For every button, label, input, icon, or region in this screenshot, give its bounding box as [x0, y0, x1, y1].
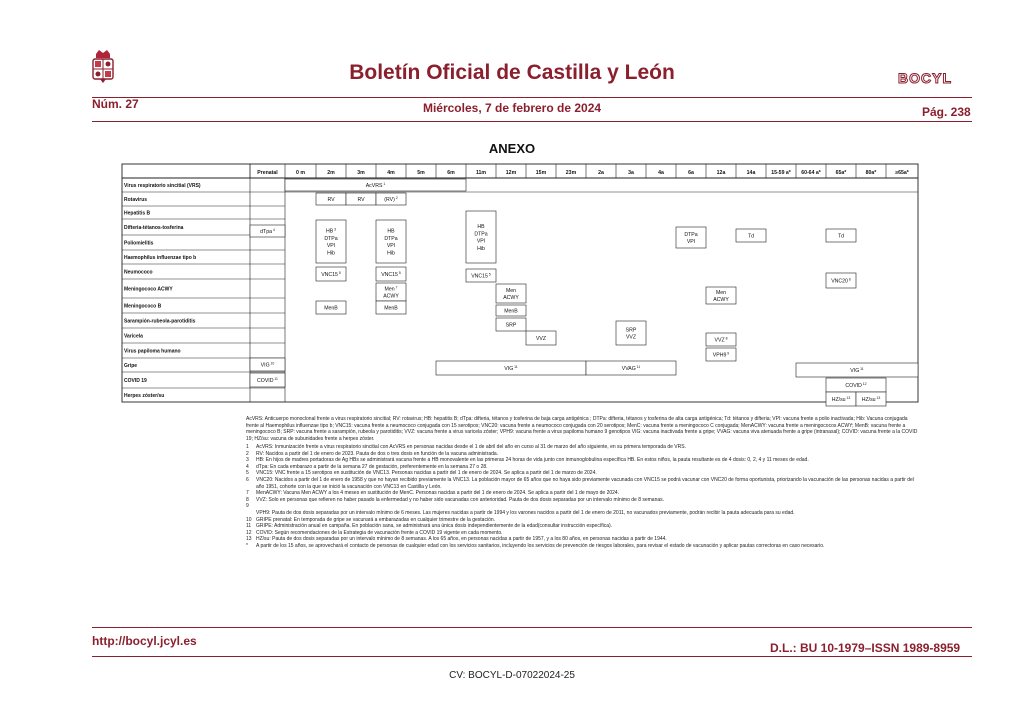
- footnote-item: [246, 503, 918, 510]
- table-notes: [246, 416, 918, 549]
- footnote-text: HZ/su: Pauta de dos dosis separadas por un intervalo mínimo de 8 semanas. A los 65 años, en personas nacidas a partir de 1957, y a los 80 años, en personas nacidas a partir de 1944.: [256, 536, 667, 543]
- footnote-ref: 5: [397, 271, 401, 275]
- vaccine-label: COVID $^{11}$: [257, 377, 278, 384]
- footnote-ref: 11: [513, 365, 518, 369]
- footnote-number: 12: [246, 529, 252, 536]
- footnote-number: 8: [246, 496, 249, 503]
- column-header: 4m: [387, 170, 395, 176]
- vaccine-label: RV: [327, 197, 335, 203]
- row-header: Neumococo: [124, 269, 153, 276]
- vaccine-label: ACWY: [713, 297, 729, 304]
- vaccine-label: VVZ: [535, 336, 547, 342]
- vaccine-label: HZ/su $^{13}$: [831, 396, 851, 403]
- bocyl-logo: BOCYL: [898, 70, 952, 86]
- footnote-number: 1: [246, 443, 249, 450]
- footnote-number: 7: [246, 490, 249, 497]
- vaccine-label: ACWY: [383, 293, 399, 300]
- footnote-number: 5: [246, 470, 249, 477]
- row-header: Sarampión-rubeola-parotiditis: [124, 318, 196, 325]
- footnote-item: [246, 517, 918, 524]
- footnote-item: [246, 477, 918, 490]
- footnote-number: 13: [246, 536, 252, 543]
- annex-title: ANEXO: [488, 141, 536, 156]
- column-header: 6a: [688, 170, 694, 176]
- footnote-item: [246, 543, 918, 550]
- column-header: 23m: [565, 170, 577, 176]
- abbreviations-text: AcVRS: Anticuerpo monoclonal frente a virus respiratorio sincitial; RV: rotavirus; HB: hepatitis B; dTpa: difteria, tétanos y tosferina de baja carga antigénica ; DTPa: difteria, tétanos y tosferina de alta carga antigénica; Td: tétanos y difteria; VPI: vacuna frente a polio inactivada; Hib: Vacuna conjugada frente al Haemophilus influenzae tipo b; VNC15: vacuna frente a neumococo conjugada con 15 serotipos; VNC20: vacuna frente a neumococo conjugada con 20 serotipos; MenC: vacuna frente a meningococo C conjugada; MenACWY: vacuna frente a meningococos ACWY; MenB: vacuna frente a meningococo B; SRP: vacuna frente a sarampión, rubeola y parotiditis; VVZ: vacuna frente a virus varicela zóster; VPH9: vacuna frente a virus papiloma humano 9 genotipos VIG: vacuna inactivada frente a gripe; VVAG: vacuna viva atenuada frente a gripe (intranasal); COVID: vacuna frente a la COVID 19; HZ/su: vacuna de subunidades frente a herpes zóster.: [246, 416, 918, 442]
- column-header: 11m: [475, 170, 487, 176]
- footnote-number: 10: [246, 516, 252, 523]
- vaccine-label: VNC20 $^6$: [831, 277, 851, 285]
- footnote-ref: 8: [724, 336, 728, 341]
- row-header: COVID 19: [124, 378, 147, 384]
- footnote-ref: 6: [847, 277, 851, 282]
- vaccine-label: VPH9 $^9$: [712, 351, 730, 359]
- vaccine-label: DTPa: [684, 231, 698, 238]
- row-header: Meningococo B: [124, 303, 162, 310]
- footnote-item: [246, 457, 918, 464]
- footnote-number: 2: [246, 450, 249, 457]
- vaccine-label: HB: [387, 228, 395, 235]
- vaccine-label: COVID $^{12}$: [845, 382, 867, 389]
- page-number: Pág. 238: [922, 105, 971, 119]
- vaccine-label: RV: [357, 197, 365, 203]
- legal-deposit-issn: D.L.: BU 10-1979–ISSN 1989-8959: [770, 641, 961, 655]
- vaccine-label: DTPa: [474, 231, 488, 238]
- footnote-ref: 3: [333, 227, 337, 232]
- footnote-text: VPH9: Pauta de dos dosis separadas por un intervalo mínimo de 6 meses. Las mujeres nacidas a partir de 1994 y los varones nacidos a partir del 1 de enero de 2011, no vacunados previamente, podrán recibir la pauta adecuada para su edad.: [256, 509, 795, 516]
- row-header: Poliomielitis: [124, 240, 154, 247]
- column-header: 12a: [716, 170, 726, 176]
- vaccine-label: Hib: [477, 245, 485, 252]
- vaccine-label: dTpa $^4$: [260, 228, 275, 235]
- footnote-number: 4: [246, 463, 249, 470]
- issue-number: Núm. 27: [92, 97, 139, 111]
- footnote-text: GRIPE: Administración anual en campaña. En población sana, se administrará una única dosis independientemente de la edad(consultar instrucción específica).: [256, 523, 613, 530]
- vaccine-label: HB $^3$: [325, 227, 337, 235]
- publication-title: Boletín Oficial de Castilla y León: [349, 61, 675, 84]
- row-header: Rotavirus: [124, 197, 148, 203]
- vaccine-label: VPI: [386, 243, 396, 250]
- vaccine-label: VVZ: [625, 334, 637, 341]
- vaccine-label: VNC15 $^5$: [471, 272, 491, 280]
- vaccine-label: VVAG $^{11}$: [621, 365, 641, 372]
- vaccine-label: DTPa: [384, 235, 398, 242]
- vaccine-label: DTPa: [324, 235, 338, 242]
- footer-underline: [92, 656, 972, 657]
- vaccine-label: MenB: [504, 308, 518, 315]
- row-header: Haemophilus influenzae tipo b: [124, 255, 197, 261]
- row-header: Hepatitis B: [124, 210, 151, 217]
- vaccine-label: VIG $^{11}$: [850, 367, 864, 374]
- vaccine-label: VPI: [476, 238, 486, 245]
- footnote-ref: 5: [487, 272, 491, 277]
- footnote-number: [246, 510, 252, 517]
- vaccine-label: MenB: [324, 305, 338, 312]
- footnote-item: [246, 451, 918, 458]
- row-header: Herpes zóster/su: [124, 393, 165, 399]
- row-header: Virus papiloma humano: [124, 348, 181, 355]
- bocyl-website-link[interactable]: http://bocyl.jcyl.es: [92, 634, 197, 648]
- row-header: Gripe: [124, 363, 138, 369]
- vaccine-label: VIG $^{10}$: [260, 361, 275, 369]
- footnote-item: [246, 536, 918, 543]
- footer-divider: [92, 627, 972, 628]
- vaccine-label: (RV) $^2$: [384, 196, 398, 203]
- vaccine-label: VPI: [326, 243, 336, 250]
- vaccine-label: Men: [715, 289, 727, 296]
- footnote-ref: 7: [394, 285, 398, 290]
- footnote-number: *: [246, 542, 248, 549]
- footnote-ref: 9: [726, 351, 730, 356]
- row-header: Difteria-tétanos-tosferina: [124, 225, 184, 231]
- footnote-text: dTpa: En cada embarazo a partir de la semana 27 de gestación, preferentemente en la semana 27 o 28.: [256, 463, 488, 470]
- column-header: ≥65a*: [895, 170, 909, 176]
- footnote-text: COVID: Según recomendaciones de la Estrategia de vacunación frente a COVID 19 vigente en cada momento.: [256, 529, 503, 536]
- vaccine-label: VIG $^{11}$: [504, 365, 518, 372]
- vaccine-label: VPI: [686, 239, 696, 246]
- footnote-ref: 10: [269, 361, 275, 366]
- vaccine-label: ACWY: [503, 295, 519, 302]
- footnote-number: 3: [246, 457, 249, 464]
- column-header: 4a: [658, 170, 664, 176]
- footnote-list: [246, 444, 918, 550]
- footnote-ref: 13: [875, 396, 881, 400]
- footnote-ref: 2: [394, 196, 398, 200]
- vaccine-label: Td: [837, 233, 845, 240]
- footnote-ref: 12: [861, 382, 867, 386]
- footnote-item: [246, 444, 918, 451]
- footnote-ref: 13: [845, 396, 851, 400]
- footnote-text: RV: Nacidos a partir del 1 de enero de 2023. Pauta de dos o tres dosis en función de la vacuna administrada.: [256, 450, 499, 457]
- column-header: 3a: [628, 170, 634, 176]
- footnote-ref: 1: [382, 182, 386, 186]
- footnote-item: [246, 510, 918, 517]
- footnote-number: 9: [246, 503, 249, 510]
- footnote-text: AcVRS: Inmunización frente a virus respiratorio sincitial con AcVRS en personas nacidas desde el 1 de abril del año en curso al 31 de marzo del año siguiente, en su primera temporada de VRS.: [256, 443, 686, 450]
- vaccine-label: Men $^7$: [384, 285, 398, 293]
- footnote-text: VNC20: Nacidos a partir del 1 de enero de 1958 y que no hayan recibido previamente la VNC13. La población mayor de 65 años que no haya sido previamente vacunada con VNC15 se podrá vacunar con VNC20 de forma oportunista, priorizando la vacunación de las personas nacidas a partir del año 1951, cohorte con la que se inició la vacunación con VNC13 en Castilla y León.: [256, 476, 914, 490]
- footnote-text: VNC15: VNC frente a 15 serotipos en sustitución de VNC13. Personas nacidas a partir del 1 de enero de 2024. Se aplica a partir del 1 de marzo de 2024.: [256, 470, 597, 477]
- vaccine-label: Hib: [327, 250, 335, 257]
- footnote-text: VVZ: Solo en personas que refieren no haber pasado la enfermedad y no haber sido vacunadas con anterioridad. Pauta de dos dosis separadas por un intervalo mínimo de 8 semanas.: [256, 496, 665, 503]
- footnote-ref: 11: [635, 365, 641, 369]
- footnote-item: [246, 530, 918, 537]
- vaccine-label: HZ/su $^{13}$: [861, 396, 881, 403]
- footnote-text: MenACWY: Vacuna Men ACWY a los 4 meses en sustitución de MenC. Personas nacidas a partir del 1 de enero de 2024. Se aplica a partir del 1 de mayo de 2024.: [256, 490, 620, 497]
- column-header: 14a: [746, 170, 756, 176]
- footnote-text: GRIPE prenatal: En temporada de gripe se vacunará a embarazadas en cualquier trimestre de la gestación.: [256, 516, 496, 523]
- vaccine-label: VVZ $^8$: [714, 336, 728, 344]
- column-header: 60-64 a*: [801, 170, 821, 176]
- footnote-number: 11: [246, 523, 252, 530]
- row-header: Varicela: [124, 333, 143, 340]
- footnote-item: [246, 523, 918, 530]
- column-header: 5m: [417, 170, 425, 176]
- vaccine-label: SRP: [625, 327, 637, 334]
- footnote-ref: 11: [273, 377, 278, 381]
- footnote-ref: 4: [272, 228, 275, 232]
- column-header: 65a*: [835, 170, 847, 176]
- column-header: 6m: [447, 170, 455, 176]
- vaccine-label: VNC15 $^5$: [321, 271, 341, 278]
- column-header: Prenatal: [257, 170, 278, 176]
- footnote-item: [246, 470, 918, 477]
- vaccine-label: MenB: [384, 305, 398, 312]
- column-header: 12m: [505, 170, 517, 176]
- footnote-number: 6: [246, 476, 249, 483]
- column-header: 80a*: [865, 170, 877, 176]
- row-header: Virus respiratorio sincitial (VRS): [124, 183, 201, 189]
- vaccine-label: HB: [477, 224, 485, 231]
- row-header: Meningococo ACWY: [124, 286, 173, 293]
- footnote-text: HB: En hijos de madres portadoras de Ag HBs se administrará vacuna frente a HB monovalente en las primeras 24 horas de vida junto con inmunoglobulina específica HB. En estos niños, la pauta resultante es de 4 dosis: 0, 2, 4 y 11 meses de edad.: [256, 457, 809, 464]
- issue-date: Miércoles, 7 de febrero de 2024: [422, 101, 602, 115]
- footnote-item: [246, 490, 918, 497]
- vaccine-label: VNC15 $^5$: [381, 271, 401, 278]
- column-header: 2m: [327, 170, 335, 176]
- footnote-ref: 5: [337, 271, 341, 275]
- vaccine-label: SRP: [505, 322, 517, 329]
- column-header: 3m: [357, 170, 365, 176]
- column-header: 2a: [598, 170, 604, 176]
- footnote-text: A partir de los 15 años, se aprovechará el contacto de personas de cualquier edad con los servicios sanitarios, incluyendo los servicios de prevención de riesgos laborales, para revisar el estado de vacunación y aplicar pautas correctoras en caso necesario.: [256, 542, 825, 549]
- footnote-item: [246, 464, 918, 471]
- verification-code: CV: BOCYL-D-07022024-25: [449, 670, 575, 681]
- column-header: 0 m: [296, 170, 305, 176]
- column-header: 15-59 a*: [771, 170, 791, 176]
- vaccine-label: Td: [747, 233, 755, 240]
- footnote-item: [246, 497, 918, 504]
- vaccine-label: AcVRS $^1$: [365, 182, 386, 189]
- footnote-ref: 11: [859, 367, 864, 371]
- vaccine-label: Men: [505, 287, 517, 294]
- column-header: 15m: [535, 170, 547, 176]
- vaccine-label: Hib: [387, 250, 395, 257]
